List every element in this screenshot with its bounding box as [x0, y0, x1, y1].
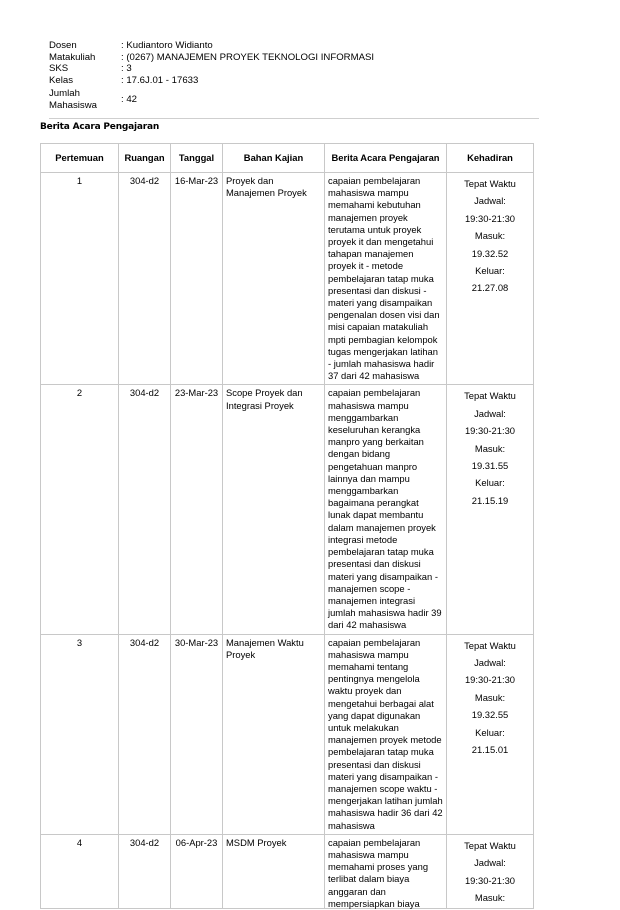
table-row	[41, 385, 534, 634]
keluar-value: 21.27.08	[471, 282, 509, 294]
cell-kehadiran	[447, 834, 534, 909]
jumlah-label	[49, 88, 121, 111]
cell-pertemuan: 1	[41, 173, 119, 385]
jadwal-label: Jadwal:	[474, 656, 506, 668]
header-divider	[49, 118, 539, 119]
cell-kehadiran	[447, 385, 534, 634]
col-header-pertemuan: Pertemuan	[41, 144, 119, 173]
cell-tanggal: 30-Mar-23	[171, 634, 223, 834]
cell-berita-acara: capaian pembelajaran mahasiswa mampu menggambarkan keseluruhan kerangka manpro yang berkaitan dengan bidang pengetahuan manpro lainnya dan mampu menggambarkan bagaimana perangkat lunak dapat membantu dalam manajemen proyek integrasi metode pembelajaran tatap muka presentasi dan diskusi materi yang disampaikan - manajemen scope - manajemen integrasi jumlah mahasiswa hadir 39 dari 42 mahasiswa	[325, 385, 447, 634]
masuk-label: Masuk:	[474, 442, 506, 454]
cell-berita-acara	[325, 834, 447, 909]
jadwal-value: 19:30-21:30	[464, 674, 516, 686]
jadwal-value: 19:30-21:30	[464, 212, 516, 224]
dosen-value: : Kudiantoro Widianto	[121, 40, 213, 51]
jadwal-value: 19:30-21:30	[464, 425, 516, 437]
dosen-label: Dosen	[49, 40, 77, 51]
cell-tanggal: 16-Mar-23	[171, 173, 223, 385]
table-header-row	[41, 144, 534, 173]
info-row-matakuliah	[49, 52, 374, 64]
status-text: Tepat Waktu	[464, 839, 516, 851]
keluar-value: 21.15.19	[471, 494, 509, 506]
attendance-table	[40, 143, 534, 909]
col-header-tanggal: Tanggal	[171, 144, 223, 173]
jumlah-label-line1: Jumlah	[49, 88, 80, 99]
keluar-label: Keluar:	[475, 265, 505, 277]
col-header-ruangan: Ruangan	[119, 144, 171, 173]
cell-pertemuan: 4	[41, 834, 119, 909]
matakuliah-label: Matakuliah	[49, 51, 96, 63]
col-header-berita-acara: Berita Acara Pengajaran	[325, 144, 447, 173]
table-row	[41, 173, 534, 385]
jumlah-value: : 42	[121, 93, 138, 105]
col-header-kehadiran: Kehadiran	[447, 144, 534, 173]
table-row	[41, 634, 534, 834]
section-title: Berita Acara Pengajaran	[40, 122, 160, 132]
keluar-value: 21.15.01	[471, 743, 509, 755]
cell-ruangan: 304-d2	[119, 385, 171, 634]
info-row-dosen	[49, 40, 374, 52]
cell-berita-acara: capaian pembelajaran mahasiswa mampu memahami tentang pentingnya mengelola waktu proyek dan mengetahui berbagai alat yang dapat digunakan untuk melakukan manajemen proyek metode pembelajaran tatap muka presentasi dan diskusi materi yang disampaikan - manajemen scope waktu - mengerjakan latihan jumlah mahasiswa hadir 36 dari 42 mahasiswa	[325, 634, 447, 834]
sks-value: : 3	[121, 63, 132, 74]
jadwal-label: Jadwal:	[474, 407, 506, 419]
jumlah-label-line2: Mahasiswa	[49, 99, 97, 111]
info-row-kelas	[49, 75, 374, 87]
cell-berita-acara: capaian pembelajaran mahasiswa mampu memahami kebutuhan manajemen proyek terutama untuk proyek proyek it dan mengetahui tahapan manajemen proyek it - metode pembelajaran tatap muka presentasi dan diskusi - materi yang disampaikan pengenalan dosen visi dan misi capaian matakuliah mpti pembagian kelompok tugas mengerjakan latihan - jumlah mahasiswa hadir 37 dari 42 mahasiswa	[325, 173, 447, 385]
jadwal-label: Jadwal:	[474, 195, 506, 207]
cell-bahan-kajian: MSDM Proyek	[223, 834, 325, 909]
kelas-value: : 17.6J.01 - 17633	[121, 74, 199, 86]
cell-bahan-kajian: Scope Proyek dan Integrasi Proyek	[223, 385, 325, 634]
table-row	[41, 834, 534, 909]
berita-acara-text: capaian pembelajaran mahasiswa mampu memahami proses yang terlibat dalam biaya anggaran dan mempersiapkan biaya	[328, 836, 429, 909]
masuk-value: 19.32.55	[471, 709, 509, 721]
sks-label: SKS	[49, 63, 69, 74]
cell-kehadiran	[447, 173, 534, 385]
cell-tanggal: 06-Apr-23	[171, 834, 223, 909]
masuk-label: Masuk:	[474, 691, 506, 703]
jadwal-value: 19:30-21:30	[464, 874, 516, 886]
masuk-label: Masuk:	[474, 891, 506, 903]
cell-bahan-kajian: Manajemen Waktu Proyek	[223, 634, 325, 834]
masuk-label: Masuk:	[474, 230, 506, 242]
info-row-jumlah	[49, 88, 374, 111]
course-info	[49, 40, 374, 111]
cell-ruangan: 304-d2	[119, 834, 171, 909]
cell-pertemuan: 2	[41, 385, 119, 634]
matakuliah-value: : (0267) MANAJEMEN PROYEK TEKNOLOGI INFORMASI	[121, 51, 375, 63]
status-text: Tepat Waktu	[464, 639, 516, 651]
col-header-bahan-kajian: Bahan Kajian	[223, 144, 325, 173]
keluar-label: Keluar:	[475, 477, 505, 489]
status-text: Tepat Waktu	[464, 178, 516, 189]
jadwal-label: Jadwal:	[474, 857, 506, 869]
status-text: Tepat Waktu	[464, 390, 516, 402]
keluar-label: Keluar:	[475, 726, 505, 738]
cell-pertemuan: 3	[41, 634, 119, 834]
info-row-sks	[49, 63, 374, 75]
cell-ruangan: 304-d2	[119, 634, 171, 834]
masuk-value: 19.32.52	[471, 247, 509, 259]
cell-ruangan: 304-d2	[119, 173, 171, 385]
cell-tanggal: 23-Mar-23	[171, 385, 223, 634]
kelas-label: Kelas	[49, 74, 73, 86]
masuk-value: 19.31.55	[471, 460, 509, 472]
cell-kehadiran	[447, 634, 534, 834]
cell-bahan-kajian: Proyek dan Manajemen Proyek	[223, 173, 325, 385]
